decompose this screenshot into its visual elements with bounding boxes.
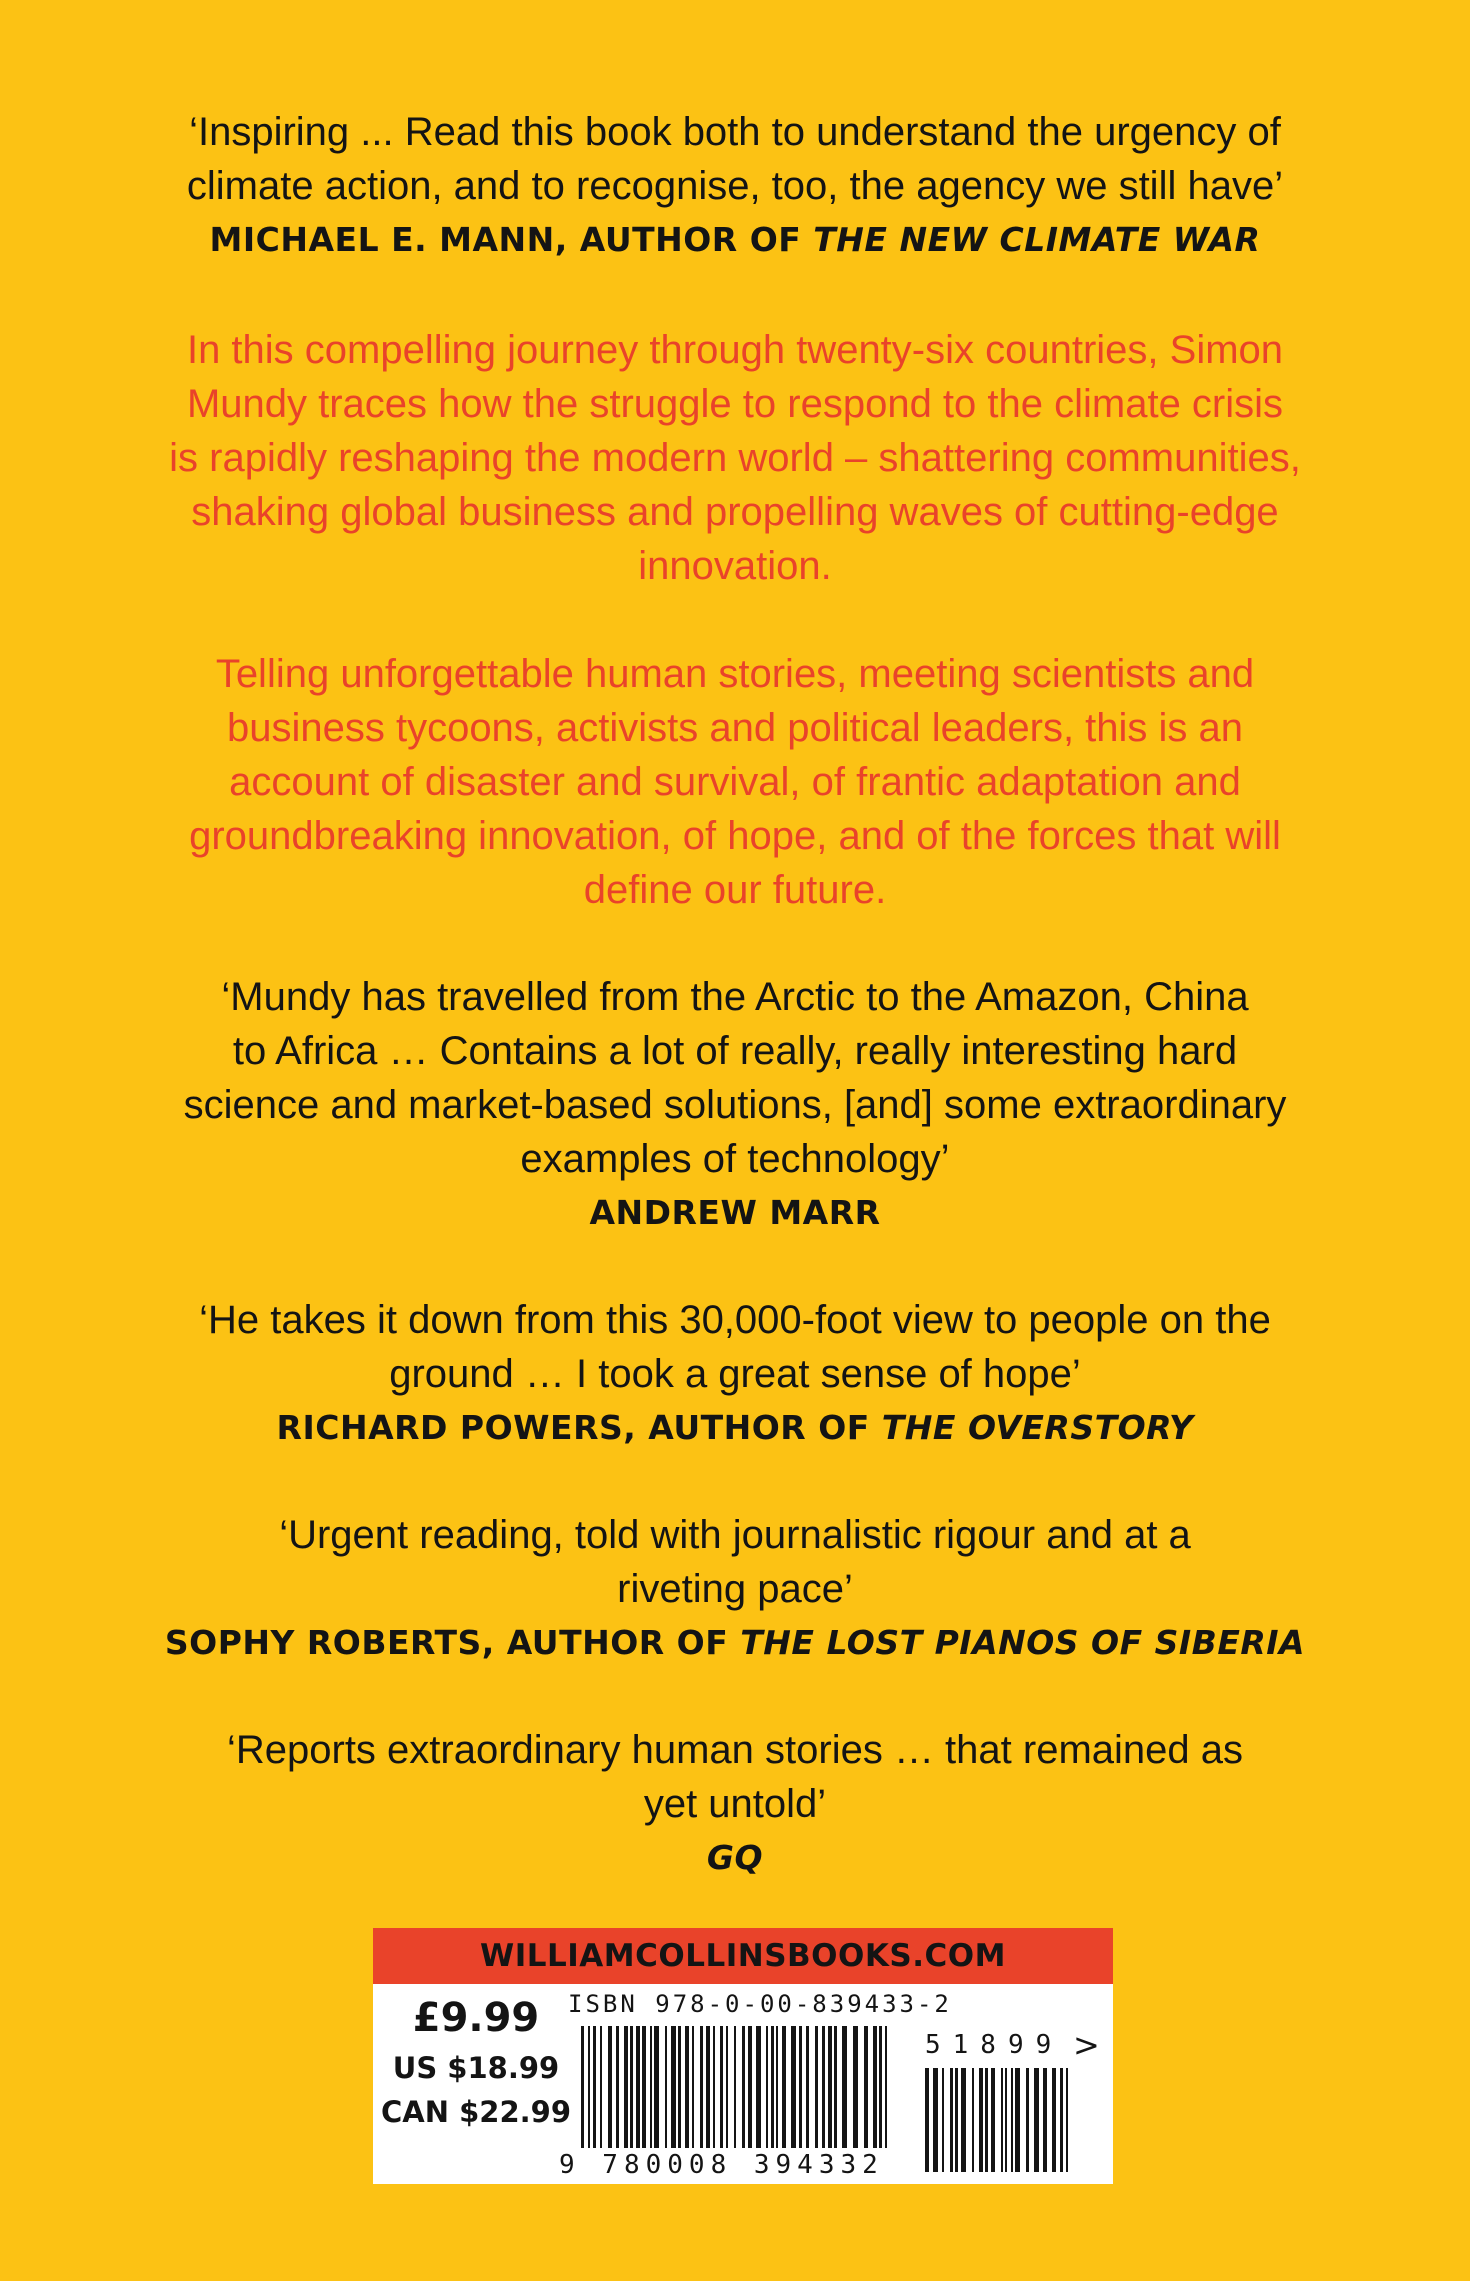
price-us: US $18.99 [392,2051,560,2085]
blurb-line: groundbreaking innovation, of hope, and of the forces that will [189,814,1281,858]
blurb-line: business tycoons, activists and political leaders, this is an [226,706,1244,750]
quote-line: ground … I took a great sense of hope’ [389,1352,1081,1396]
barcode-bar [791,2026,796,2148]
quote-attribution: RICHARD POWERS, AUTHOR OF THE OVERSTORY [276,1408,1194,1447]
barcode-bar [616,2026,619,2148]
barcode-bar [642,2026,646,2148]
barcode-bar [1015,2068,1020,2172]
barcode-bar [1052,2068,1056,2172]
barcode-bar [1005,2068,1007,2172]
barcode-bar [665,2026,667,2148]
barcode-bar [654,2026,659,2148]
barcode-bar [748,2026,752,2148]
barcode-bar [942,2068,944,2172]
quote-attribution: ANDREW MARR [589,1193,881,1232]
quote-line: ‘Mundy has travelled from the Arctic to the Amazon, China [221,975,1249,1019]
price-gbp: £9.99 [412,1995,540,2041]
barcode-bar [885,2026,887,2148]
barcode-bar [979,2068,983,2172]
barcode-bar [726,2026,728,2148]
addon-arrow: > [1073,2026,1100,2064]
barcode-bar [834,2026,837,2148]
addon-barcode [925,2068,1075,2172]
quote-line: science and market-based solutions, [and] some extraordinary [183,1083,1287,1127]
barcode-bar [630,2026,633,2148]
barcode-bar [853,2026,858,2148]
blurb-paragraph-1 [0,323,1470,593]
barcode-bar [671,2026,676,2148]
barcode-bar [742,2026,745,2148]
quote-line: ‘Reports extraordinary human stories … that remained as [226,1728,1243,1772]
quote-attribution: GQ [706,1838,764,1877]
barcode-bar [1034,2068,1039,2172]
price-can: CAN $22.99 [381,2095,572,2129]
barcode-bar [678,2026,681,2148]
quote-line: riveting pace’ [617,1567,853,1611]
barcode-bar [1001,2068,1003,2172]
quote-line: to Africa … Contains a lot of really, really interesting hard [232,1029,1238,1073]
barcode-bar [1011,2068,1013,2172]
barcode-bar [1043,2068,1047,2172]
barcode-bar [828,2026,832,2148]
barcode-bar [873,2026,877,2148]
quote-attribution: SOPHY ROBERTS, AUTHOR OF THE LOST PIANOS OF SIBERIA [164,1623,1306,1662]
quote-3 [0,1293,1470,1455]
blurb-line: define our future. [583,868,887,912]
barcode-bar [799,2026,802,2148]
barcode-bar [782,2026,786,2148]
barcode-bar [636,2026,640,2148]
publisher-website: WILLIAMCOLLINSBOOKS.COM [373,1928,1113,1984]
blurb-line: shaking global business and propelling waves of cutting-edge [191,490,1279,534]
blurb-line: Mundy traces how the struggle to respond to the climate crisis [186,382,1284,426]
barcode-bar [925,2068,929,2172]
blurb-line: In this compelling journey through twenty-six countries, Simon [186,328,1284,372]
barcode-bar [650,2026,652,2148]
barcode-bar [933,2068,938,2172]
barcode-bar [608,2026,612,2148]
barcode-panel [373,1928,1113,2184]
blurb-line: is rapidly reshaping the modern world – shattering communities, [169,436,1301,480]
ean-barcode [581,2026,891,2148]
barcode-bar [776,2026,778,2148]
barcode-bar [692,2026,694,2148]
quote-attribution: MICHAEL E. MANN, AUTHOR OF THE NEW CLIMATE WAR [209,220,1261,259]
barcode-bar [1026,2068,1029,2172]
quote-1 [0,105,1470,267]
barcode-bar [706,2026,710,2148]
barcode-bar [734,2026,736,2148]
barcode-bar [771,2026,774,2148]
blurb-line: Telling unforgettable human stories, meeting scientists and [215,652,1255,696]
isbn-text: ISBN 978-0-00-839433-2 [568,1990,952,2018]
barcode-bar [815,2026,818,2148]
barcode-bar [685,2026,689,2148]
quote-line: yet untold’ [643,1782,827,1826]
addon-digits: 51899 [925,2030,1064,2060]
barcode-bar [581,2026,584,2148]
blurb-line: account of disaster and survival, of frantic adaptation and [229,760,1241,804]
blurb-paragraph-2 [0,647,1470,917]
barcode-bar [766,2026,768,2148]
quote-line: ‘He takes it down from this 30,000-foot view to people on the [199,1298,1271,1342]
quote-line: ‘Inspiring ... Read this book both to understand the urgency of [189,110,1281,154]
barcode-bar [1066,2068,1068,2172]
blurb-line: innovation. [638,544,832,588]
barcode-bar [700,2026,703,2148]
barcode-bar [985,2068,988,2172]
quote-4 [0,1508,1470,1670]
ean-digits: 9 780008 394332 [559,2150,884,2180]
barcode-bar [961,2068,966,2172]
barcode-bar [600,2026,602,2148]
barcode-bar [879,2026,882,2148]
quote-line: climate action, and to recognise, too, the agency we still have’ [186,164,1284,208]
barcode-bar [720,2026,723,2148]
barcode-bar [950,2068,953,2172]
barcode-bar [842,2026,847,2148]
barcode-bar [624,2026,628,2148]
barcode-bar [806,2026,809,2148]
barcode-bar [864,2026,868,2148]
quote-line: ‘Urgent reading, told with journalistic rigour and at a [279,1513,1191,1557]
barcode-bar [822,2026,825,2148]
barcode-bar [991,2068,995,2172]
quote-line: examples of technology’ [520,1137,950,1181]
barcode-bar [756,2026,761,2148]
barcode-bar [972,2068,974,2172]
barcode-bar [593,2026,596,2148]
quote-2 [0,970,1470,1240]
barcode-bar [955,2068,958,2172]
barcode-bar [713,2026,715,2148]
price-block [381,1990,571,2134]
quote-5 [0,1723,1470,1885]
barcode-bar [588,2026,590,2148]
barcode-bar [1060,2068,1063,2172]
